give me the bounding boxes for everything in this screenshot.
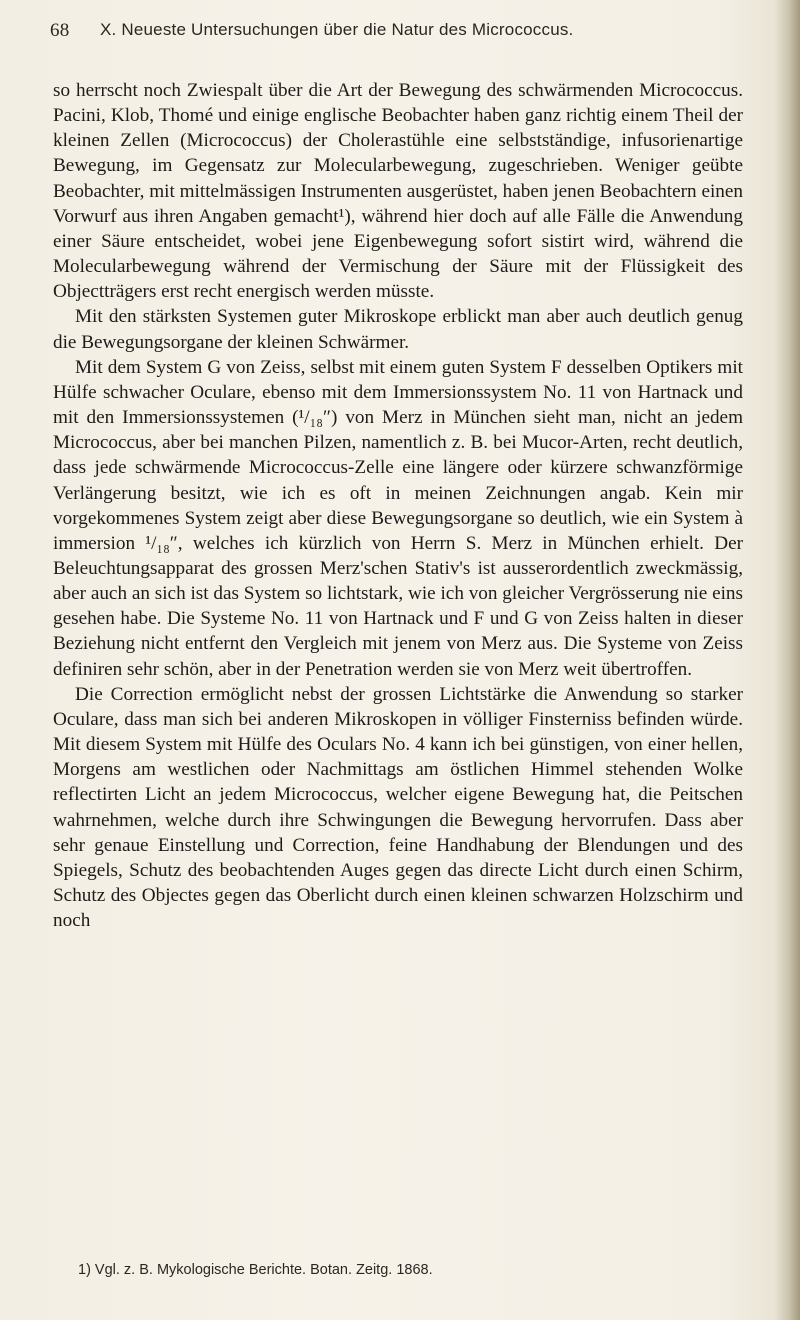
paragraph-1: so herrscht noch Zwiespalt über die Art der Bewegung des schwärmenden Micrococcus. Pacini, Klob, Thomé und einige englische Beobachter haben ganz richtig einem Theil der kleinen Zellen (Micrococcus) der Cholerastühle eine selbstständige, infusorienartige Bewegung, im Gegensatz zur Molecularbewegung, zugeschrieben. Weniger geübte Beobachter, mit mittelmässigen Instrumenten ausgerüstet, haben jenen Beobachtern einen Vorwurf aus ihren Angaben gemacht¹), während hier doch auf alle Fälle die Anwendung einer Säure entscheidet, wobei jene Eigenbewegung sofort sistirt wird, während die Molecularbewegung während der Vermischung der Säure mit der Flüssigkeit des Objectträgers erst recht energisch werden müsste. xyxy=(53,80,743,303)
paragraph-2: Mit den stärksten Systemen guter Mikroskope erblickt man aber auch deutlich genug die Bewegungsorgane der kleinen Schwärmer. xyxy=(53,306,743,353)
paragraph-4: Die Correction ermöglicht nebst der grossen Lichtstärke die Anwendung so starker Oculare, dass man sich bei anderen Mikroskopen in völliger Finsterniss befinden würde. Mit diesem System mit Hülfe des Oculars No. 4 kann ich bei günstigen, von einer hellen, Morgens am westlichen oder Nachmittags am östlichen Himmel stehenden Wolke reflectirten Licht an jedem Micrococcus, welcher eigene Bewegung hat, die Peitschen wahrnehmen, welche durch ihre Schwingungen die Bewegung hervorrufen. Dass aber sehr genaue Einstellung und Correction, feine Handhabung der Blendungen und des Spiegels, Schutz des beobachtenden Auges gegen das directe Licht durch einen Schirm, Schutz des Objectes gegen das Oberlicht durch einen kleinen schwarzen Holzschirm und noch xyxy=(53,683,743,932)
body-text xyxy=(53,78,743,933)
page-number: 68 xyxy=(50,20,70,41)
running-header xyxy=(50,20,740,41)
footnote: 1) Vgl. z. B. Mykologische Berichte. Botan. Zeitg. 1868. xyxy=(78,1262,433,1278)
paragraph-3: Mit dem System G von Zeiss, selbst mit einem guten System F desselben Optikers mit Hülfe schwacher Oculare, ebenso mit dem Immersionssystem No. 11 von Hartnack und mit den Immersionssystemen (¹/₁₈″) von Merz in München sieht man, nicht an jedem Micrococcus, aber bei manchen Pilzen, namentlich z. B. bei Mucor-Arten, recht deutlich, dass jede schwärmende Micrococcus-Zelle eine längere oder kürzere schwanzförmige Verlängerung besitzt, wie ich es oft in meinen Zeichnungen angab. Kein mir vorgekommenes System zeigt aber diese Bewegungsorgane so deutlich, wie ein System à immersion ¹/₁₈″, welches ich kürzlich von Herrn S. Merz in München erhielt. Der Beleuchtungsapparat des grossen Merz'schen Stativ's ist ausserordentlich zweckmässig, aber auch an sich ist das System so lichtstark, wie ich von gleicher Vergrösserung nie eins gesehen habe. Die Systeme No. 11 von Hartnack und F und G von Zeiss halten in dieser Beziehung nicht entfernt den Vergleich mit jenem von Merz aus. Die Systeme von Zeiss definiren sehr schön, aber in der Penetration werden sie von Merz weit übertroffen. xyxy=(53,356,743,680)
page-edge-shadow xyxy=(774,0,800,1320)
running-title: X. Neueste Untersuchungen über die Natur des Micrococcus. xyxy=(100,20,574,39)
